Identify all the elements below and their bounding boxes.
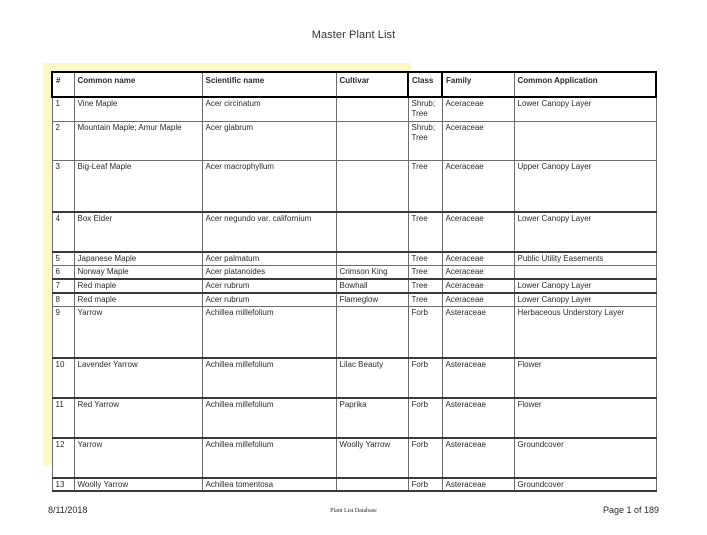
cell-scientific-name: Acer negundo var. californium — [202, 212, 336, 252]
table-row[interactable] — [52, 122, 656, 161]
table-body — [52, 97, 656, 491]
cell-family: Aceraceae — [442, 212, 514, 252]
column-header-class[interactable]: Class — [408, 72, 442, 97]
cell-cultivar — [336, 307, 408, 359]
cell-family: Aceraceae — [442, 97, 514, 122]
cell-scientific-name: Acer rubrum — [202, 293, 336, 307]
cell-common-application: Groundcover — [514, 438, 656, 478]
cell-common-application: Lower Canopy Layer — [514, 279, 656, 293]
table-row[interactable] — [52, 279, 656, 293]
cell-class: Forb — [408, 478, 442, 491]
cell-class: Tree — [408, 161, 442, 213]
cell-num: 7 — [52, 279, 74, 293]
cell-class: Tree — [408, 279, 442, 293]
footer-page-number: Page 1 of 189 — [602, 505, 659, 515]
cell-cultivar: Crimson King — [336, 266, 408, 280]
cell-family: Aceraceae — [442, 252, 514, 266]
cell-common-application: Upper Canopy Layer — [514, 161, 656, 213]
column-header-common-name[interactable]: Common name — [74, 72, 202, 97]
cell-num: 5 — [52, 252, 74, 266]
cell-common-application: Lower Canopy Layer — [514, 97, 656, 122]
cell-cultivar: Paprika — [336, 398, 408, 438]
cell-common-application: Flower — [514, 358, 656, 398]
cell-common-application: Lower Canopy Layer — [514, 293, 656, 307]
cell-scientific-name: Acer palmatum — [202, 252, 336, 266]
cell-family: Asteraceae — [442, 478, 514, 491]
cell-family: Aceraceae — [442, 161, 514, 213]
page-footer — [0, 505, 707, 525]
cell-class: Tree — [408, 212, 442, 252]
cell-class: Tree — [408, 252, 442, 266]
cell-scientific-name: Acer glabrum — [202, 122, 336, 161]
cell-family: Asteraceae — [442, 358, 514, 398]
cell-family: Asteraceae — [442, 398, 514, 438]
column-header-family[interactable]: Family — [442, 72, 514, 97]
table-row[interactable] — [52, 307, 656, 359]
cell-num: 6 — [52, 266, 74, 280]
cell-common-name: Norway Maple — [74, 266, 202, 280]
table-row[interactable] — [52, 293, 656, 307]
column-header-scientific-name[interactable]: Scientific name — [202, 72, 336, 97]
cell-common-name: Mountain Maple; Amur Maple — [74, 122, 202, 161]
cell-num: 3 — [52, 161, 74, 213]
column-header-num[interactable]: # — [52, 72, 74, 97]
cell-cultivar: Woolly Yarrow — [336, 438, 408, 478]
cell-common-name: Yarrow — [74, 438, 202, 478]
cell-num: 9 — [52, 307, 74, 359]
cell-scientific-name: Achillea millefolium — [202, 307, 336, 359]
table-row[interactable] — [52, 438, 656, 478]
cell-common-name: Box Elder — [74, 212, 202, 252]
cell-cultivar: Lilac Beauty — [336, 358, 408, 398]
table-row[interactable] — [52, 478, 656, 491]
cell-family: Aceraceae — [442, 266, 514, 280]
cell-cultivar — [336, 212, 408, 252]
cell-common-name: Big-Leaf Maple — [74, 161, 202, 213]
cell-cultivar: Bowhall — [336, 279, 408, 293]
cell-num: 4 — [52, 212, 74, 252]
cell-scientific-name: Acer rubrum — [202, 279, 336, 293]
plant-table-container — [51, 71, 655, 492]
cell-scientific-name: Achillea millefolium — [202, 438, 336, 478]
cell-cultivar — [336, 252, 408, 266]
cell-common-name: Woolly Yarrow — [74, 478, 202, 491]
cell-common-application: Lower Canopy Layer — [514, 212, 656, 252]
cell-num: 2 — [52, 122, 74, 161]
cell-common-application — [514, 266, 656, 280]
cell-common-name: Red maple — [74, 293, 202, 307]
page-title: Master Plant List — [311, 29, 396, 41]
cell-common-name: Yarrow — [74, 307, 202, 359]
table-row[interactable] — [52, 161, 656, 213]
cell-num: 8 — [52, 293, 74, 307]
cell-family: Aceraceae — [442, 279, 514, 293]
table-header — [52, 72, 656, 97]
cell-common-application — [514, 122, 656, 161]
cell-common-name: Lavender Yarrow — [74, 358, 202, 398]
table-row[interactable] — [52, 252, 656, 266]
column-header-common-application[interactable]: Common Application — [514, 72, 656, 97]
table-row[interactable] — [52, 97, 656, 122]
cell-common-name: Red maple — [74, 279, 202, 293]
cell-class: Forb — [408, 307, 442, 359]
cell-common-name: Vine Maple — [74, 97, 202, 122]
cell-common-application: Groundcover — [514, 478, 656, 491]
cell-family: Asteraceae — [442, 438, 514, 478]
cell-cultivar — [336, 478, 408, 491]
cell-class: Tree — [408, 266, 442, 280]
table-row[interactable] — [52, 266, 656, 280]
cell-scientific-name: Achillea millefolium — [202, 398, 336, 438]
plant-table — [51, 71, 657, 492]
cell-cultivar — [336, 97, 408, 122]
cell-class: Forb — [408, 438, 442, 478]
cell-scientific-name: Achillea tomentosa — [202, 478, 336, 491]
cell-family: Aceraceae — [442, 293, 514, 307]
cell-common-application: Flower — [514, 398, 656, 438]
cell-num: 10 — [52, 358, 74, 398]
cell-num: 1 — [52, 97, 74, 122]
cell-num: 11 — [52, 398, 74, 438]
cell-common-name: Japanese Maple — [74, 252, 202, 266]
cell-class: Forb — [408, 398, 442, 438]
cell-scientific-name: Achillea millefolium — [202, 358, 336, 398]
cell-class: Shrub; Tree — [408, 122, 442, 161]
table-header-row — [52, 72, 656, 97]
footer-date: 8/11/2018 — [48, 505, 88, 515]
cell-scientific-name: Acer macrophyllum — [202, 161, 336, 213]
table-row[interactable] — [52, 212, 656, 252]
cell-common-application: Herbaceous Understory Layer — [514, 307, 656, 359]
cell-class: Forb — [408, 358, 442, 398]
cell-cultivar — [336, 161, 408, 213]
column-header-cultivar[interactable]: Cultivar — [336, 72, 408, 97]
table-row[interactable] — [52, 358, 656, 398]
cell-family: Aceraceae — [442, 122, 514, 161]
table-row[interactable] — [52, 398, 656, 438]
cell-scientific-name: Acer platanoides — [202, 266, 336, 280]
cell-cultivar: Flameglow — [336, 293, 408, 307]
cell-scientific-name: Acer circinatum — [202, 97, 336, 122]
cell-cultivar — [336, 122, 408, 161]
cell-common-name: Red Yarrow — [74, 398, 202, 438]
cell-num: 13 — [52, 478, 74, 491]
cell-class: Tree — [408, 293, 442, 307]
footer-report-name: Plant List Database — [330, 508, 377, 514]
cell-family: Asteraceae — [442, 307, 514, 359]
cell-common-application: Public Utility Easements — [514, 252, 656, 266]
cell-class: Shrub; Tree — [408, 97, 442, 122]
cell-num: 12 — [52, 438, 74, 478]
